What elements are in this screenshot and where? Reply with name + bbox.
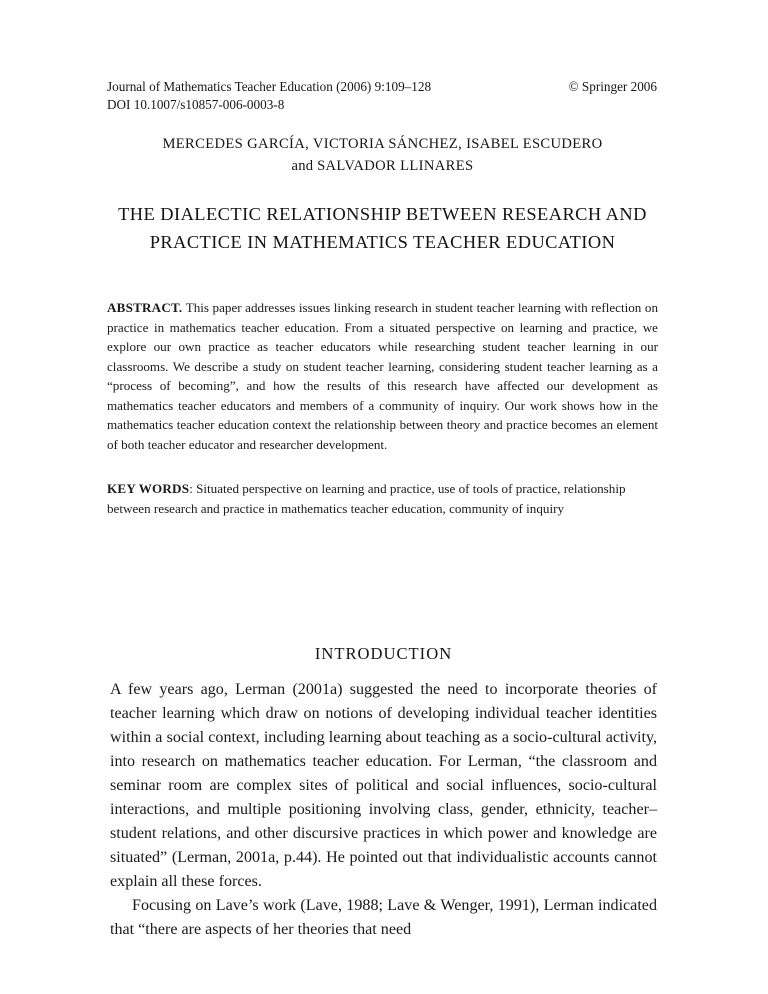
journal-doi: DOI 10.1007/s10857-006-0003-8 (107, 96, 285, 112)
journal-header (107, 78, 658, 113)
author-line-1: MERCEDES GARCÍA, VICTORIA SÁNCHEZ, ISABEL ESCUDERO (162, 136, 603, 152)
body-paragraph-2: Focusing on Lave’s work (Lave, 1988; Lave & Wenger, 1991), Lerman indicated that “there are aspects of her theories that need (110, 897, 657, 939)
author-name-llinares: SALVADOR LLINARES (317, 158, 474, 174)
body-content (110, 678, 657, 943)
page-title: THE DIALECTIC RELATIONSHIP BETWEEN RESEARCH AND PRACTICE IN MATHEMATICS TEACHER EDUCATION (118, 204, 647, 252)
keywords-section (107, 479, 658, 518)
author-line-2 (107, 155, 658, 177)
keywords-label: KEY WORDS (107, 481, 190, 496)
body-paragraph-1: A few years ago, Lerman (2001a) suggested the need to incorporate theories of teacher learning which draw on notions of developing individual teacher identities within a social context, including learning about teaching as a socio-cultural activity, into research on mathematics teacher education. For Lerman, “the classroom and seminar room are complex sites of political and social influences, socio-cultural interactions, and multiple positioning involving class, gender, ethnicity, teacher–student relations, and other discursive practices in which power and knowledge are situated” (Lerman, 2001a, p.44). He pointed out that individualistic accounts cannot explain all these forces. (110, 681, 657, 891)
journal-citation: Journal of Mathematics Teacher Education (2006) 9:109–128 (107, 79, 432, 94)
author-list (107, 133, 658, 177)
abstract-body: This paper addresses issues linking research in student teacher learning with reflection on practice in mathematics teacher education. From a situated perspective on learning and practice, we explore our own practice as teacher educators while researching student teacher learning in our classrooms. We describe a study on student teacher learning, considering student teacher learning as a “process of becoming”, and how the results of this research have affected our development as mathematics teacher educators and members of a community of inquiry. Our work shows how in the mathematics teacher education context the relationship between theory and practice becomes an element of both teacher educator and researcher development. (107, 300, 658, 452)
journal-copyright: © Springer 2006 (568, 79, 657, 94)
journal-header-top-line (107, 78, 658, 96)
abstract-label: ABSTRACT. (107, 300, 183, 315)
keywords-body: : Situated perspective on learning and practice, use of tools of practice, relationship between research and practice in mathematics teacher education, community of inquiry (107, 481, 626, 516)
author-conjunction: and (291, 158, 318, 174)
abstract-section (107, 298, 658, 454)
section-heading-introduction: INTRODUCTION (314, 644, 453, 663)
